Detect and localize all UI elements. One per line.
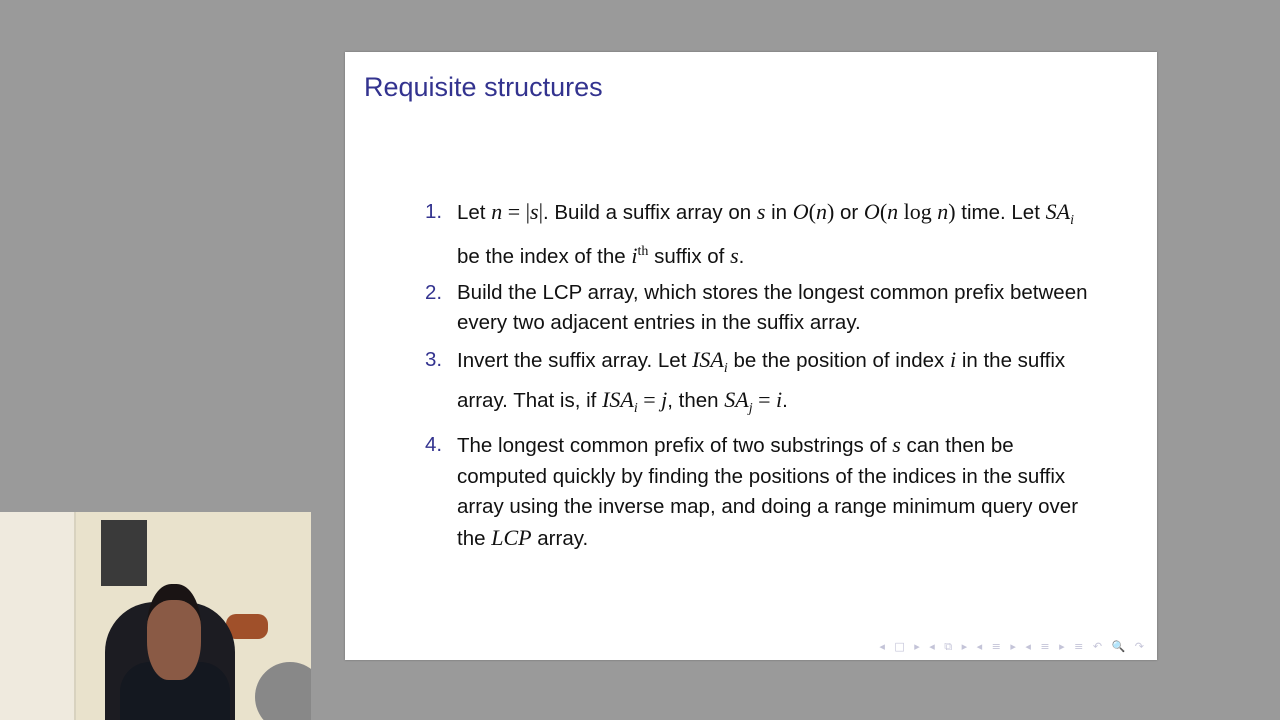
math-segment: th xyxy=(637,243,649,259)
presenter-head xyxy=(147,584,201,680)
math-segment: = xyxy=(752,386,777,412)
text-segment: , then xyxy=(667,388,725,412)
text-segment: The longest common prefix of two substrings of xyxy=(457,434,893,458)
text-segment: be the index of the xyxy=(457,244,632,268)
math-segment: ( xyxy=(808,199,816,224)
text-segment: in the suffix array. That is, if xyxy=(457,348,1066,412)
list-item xyxy=(425,345,1095,424)
math-segment: j xyxy=(748,400,753,416)
item-text xyxy=(457,345,1095,424)
poster xyxy=(101,520,147,586)
math-segment: n xyxy=(491,199,503,224)
list-item xyxy=(425,197,1095,272)
math-segment: ISA xyxy=(602,386,634,412)
text-segment: can then be computed quickly by finding the positions of the indices in the suffix array using the inverse map, and doing a range minimum query over the xyxy=(457,434,1079,550)
math-segment: i xyxy=(633,400,638,416)
text-segment: . Build a suffix array on xyxy=(542,201,757,224)
math-segment: LCP xyxy=(491,524,532,550)
list-item xyxy=(425,278,1095,339)
math-segment: SA xyxy=(1045,199,1071,224)
text-segment: . xyxy=(738,244,745,268)
item-number: 2. xyxy=(425,280,443,304)
text-segment: be the position of index xyxy=(727,348,951,372)
math-segment: log xyxy=(898,199,938,224)
text-segment: Build the LCP array, which stores the longest common prefix between every two adjacent entries in the suffix array. xyxy=(457,280,1088,335)
math-segment: SA xyxy=(724,386,749,412)
math-segment: n xyxy=(815,199,827,224)
beamer-navigation-bar[interactable]: ◂ □ ▸ ◂ ⧉ ▸ ◂ ≡ ▸ ◂ ≡ ▸ ≡ ↶ 🔍 ↷ xyxy=(879,640,1147,653)
math-segment: j xyxy=(661,386,668,412)
math-segment: ) xyxy=(948,199,956,224)
item-number: 3. xyxy=(425,347,443,371)
math-segment: ISA xyxy=(692,346,724,372)
math-segment: s xyxy=(756,199,766,224)
slide xyxy=(345,52,1157,660)
math-segment: i xyxy=(1070,213,1074,229)
math-segment: n xyxy=(937,199,949,224)
enumerated-list xyxy=(425,197,1095,560)
text-segment: array. xyxy=(531,526,589,550)
math-segment: i xyxy=(776,386,783,412)
item-text xyxy=(457,278,1095,339)
math-segment: ) xyxy=(826,199,835,224)
item-number: 4. xyxy=(425,433,443,457)
item-text xyxy=(457,197,1095,272)
webcam-overlay xyxy=(0,512,311,720)
text-segment: or xyxy=(834,201,864,224)
math-segment: O xyxy=(863,199,880,224)
math-segment: i xyxy=(631,242,638,268)
foreground-object xyxy=(255,662,311,720)
text-segment: Invert the suffix array. Let xyxy=(457,348,693,372)
text-segment: in xyxy=(765,201,793,224)
text-segment: . xyxy=(782,388,788,412)
text-segment: Let xyxy=(457,201,492,224)
math-segment: | xyxy=(538,199,543,224)
math-segment: ( xyxy=(879,199,888,224)
text-segment: time. Let xyxy=(955,201,1046,224)
math-segment: n xyxy=(887,199,899,224)
math-segment: O xyxy=(792,199,809,224)
math-segment: i xyxy=(723,361,728,377)
text-segment: suffix of xyxy=(648,244,731,268)
math-segment: s xyxy=(530,199,539,224)
list-item xyxy=(425,430,1095,554)
item-number: 1. xyxy=(425,200,443,223)
door xyxy=(0,512,76,720)
math-segment: i xyxy=(950,346,957,372)
math-segment: s xyxy=(892,432,901,458)
math-segment: = | xyxy=(502,199,531,224)
item-text xyxy=(457,430,1095,554)
math-segment: s xyxy=(730,242,739,268)
slide-title: Requisite structures xyxy=(364,72,603,102)
math-segment: = xyxy=(637,386,662,412)
